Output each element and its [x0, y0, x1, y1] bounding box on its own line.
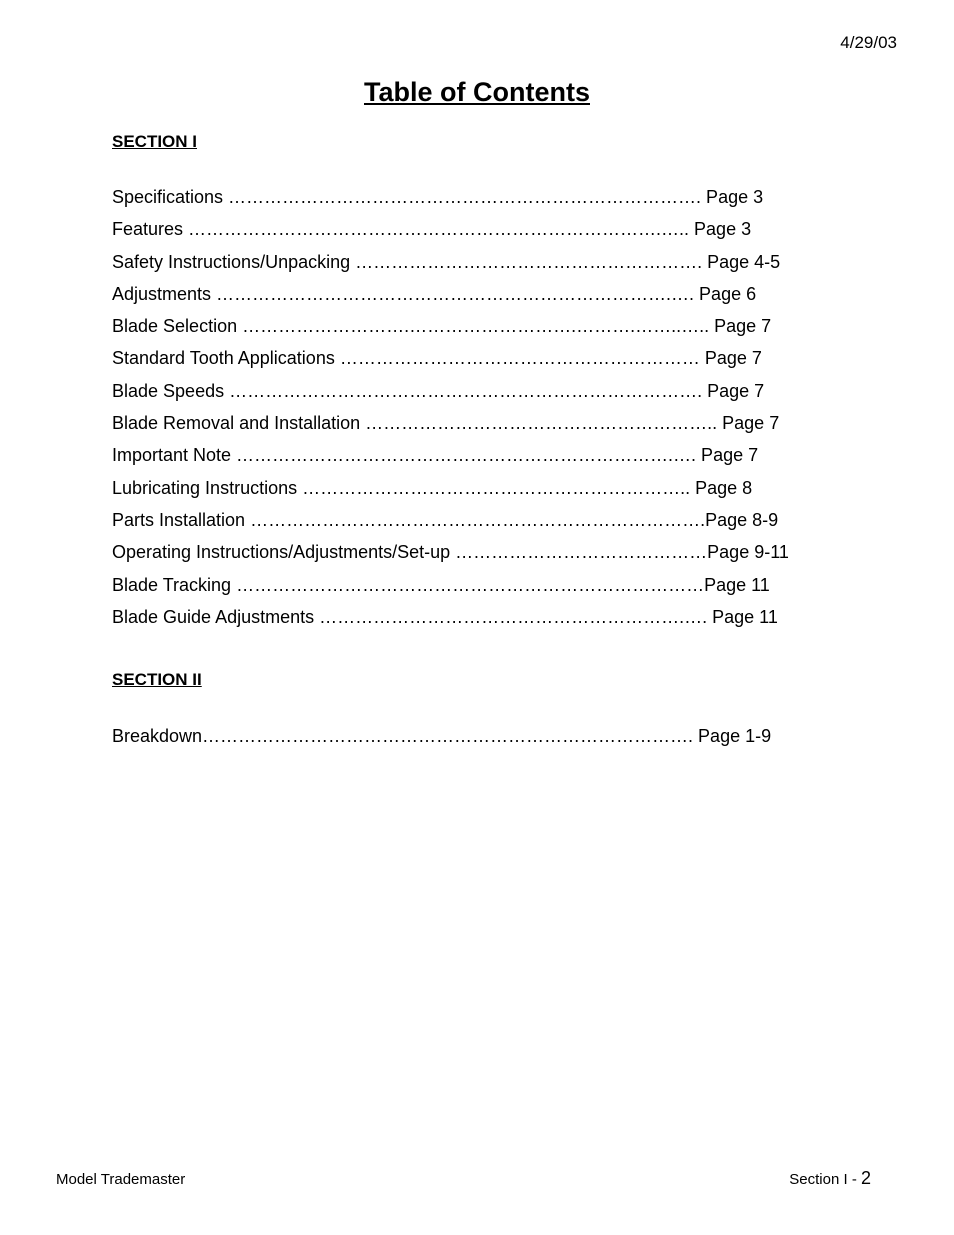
toc-entry-important-note: Important Note ……………………………………………………………….…. Page 7 — [112, 445, 759, 466]
toc-entry-blade-guide: Blade Guide Adjustments …………………………………………………….…. Page 11 — [112, 606, 778, 627]
footer-page-number: 2 — [860, 1168, 871, 1188]
toc-entry-safety-instructions: Safety Instructions/Unpacking …………………………………………………. Page 4-5 — [112, 251, 781, 272]
footer-model: Model Trademaster — [56, 1171, 186, 1188]
toc-entry-blade-selection: Blade Selection ……………………….……………………….……….……..….. Page 7 — [112, 316, 772, 337]
toc-entry-breakdown: Breakdown………………………………………………………………………. Page 1-9 — [112, 726, 772, 746]
footer-section-page — [789, 1168, 871, 1189]
toc-entry-standard-tooth: Standard Tooth Applications …………………………………………………… Page 7 — [112, 348, 762, 369]
toc-entry-blade-removal: Blade Removal and Installation ………………………………………………….. Page 7 — [112, 413, 780, 434]
toc-list-section-2 — [112, 724, 771, 756]
section-heading-1: SECTION I — [112, 132, 198, 151]
toc-entry-blade-tracking: Blade Tracking ……………………………………………………………………Page 11 — [112, 574, 770, 595]
page-title: Table of Contents — [364, 77, 590, 107]
toc-entry-features: Features …………………………………………………………………….….. Page 3 — [112, 219, 752, 240]
toc-list-section-1 — [112, 185, 789, 637]
toc-entry-adjustments: Adjustments ………………………………………………………………….…. Page 6 — [112, 283, 757, 304]
toc-entry-lubricating: Lubricating Instructions ……………………………………………………….. Page 8 — [112, 477, 753, 498]
toc-entry-specifications: Specifications ……………………………………………………………………. Page 3 — [112, 187, 764, 207]
section-heading-2: SECTION II — [112, 670, 202, 689]
toc-entry-parts-installation: Parts Installation ………………………………………………………………….Page 8-9 — [112, 509, 779, 530]
document-date: 4/29/03 — [840, 33, 897, 52]
toc-entry-blade-speeds: Blade Speeds ……………………………………………………………………. Page 7 — [112, 380, 765, 401]
toc-entry-operating-instructions: Operating Instructions/Adjustments/Set-up ……………………………………Page 9-11 — [112, 542, 789, 563]
footer-section-label: Section I - — [789, 1171, 857, 1188]
